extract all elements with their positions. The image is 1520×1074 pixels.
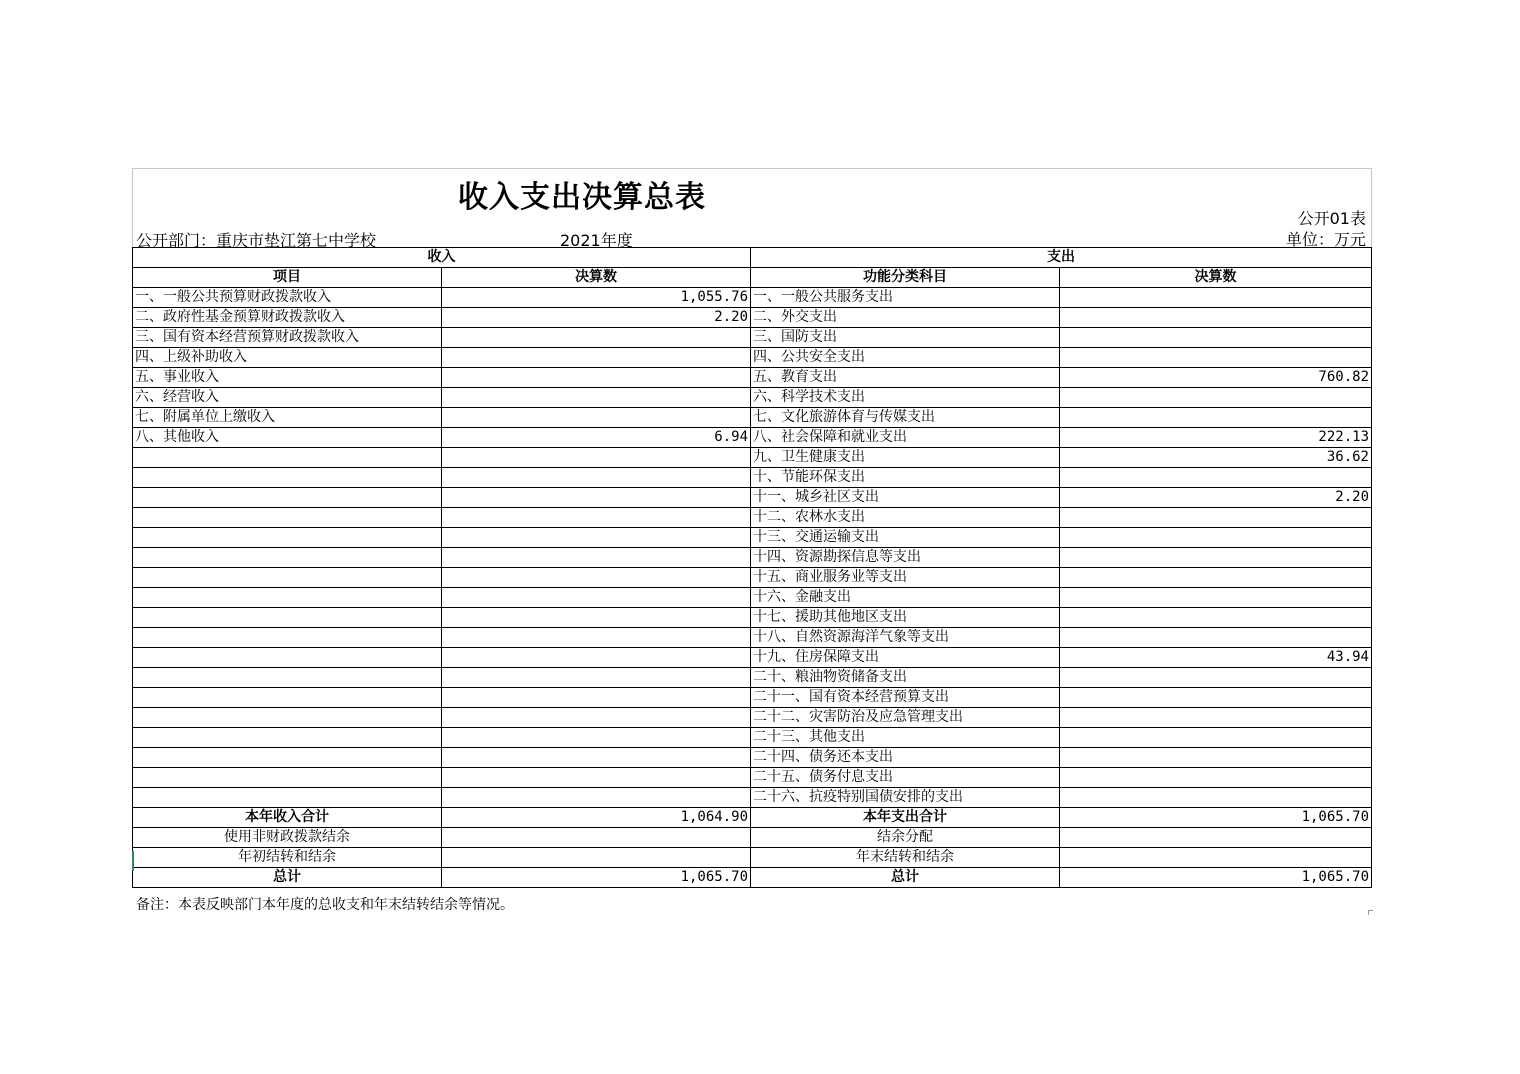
- form-number: 公开01表: [1297, 209, 1366, 228]
- expense-item-cell: 十、节能环保支出: [751, 468, 1060, 488]
- expense-amount-cell: [1060, 388, 1372, 408]
- income-item-cell: 五、事业收入: [133, 368, 442, 388]
- expense-item-cell: 二十、粮油物资储备支出: [751, 668, 1060, 688]
- frame-top-border: [132, 168, 1372, 169]
- col-header-amount-2: 决算数: [1060, 268, 1372, 288]
- expense-amount-cell: 36.62: [1060, 448, 1372, 468]
- expense-item-cell: 五、教育支出: [751, 368, 1060, 388]
- income-amount-cell: [442, 628, 751, 648]
- income-amount-cell: [442, 448, 751, 468]
- expense-amount-cell: [1060, 608, 1372, 628]
- table-row: [133, 688, 1372, 708]
- income-amount-cell: [442, 328, 751, 348]
- column-header-row: [133, 268, 1372, 288]
- expense-item-cell: 二十一、国有资本经营预算支出: [751, 688, 1060, 708]
- table-row: [133, 488, 1372, 508]
- expense-amount-cell: [1060, 408, 1372, 428]
- income-item-cell: [133, 528, 442, 548]
- expense-item-cell: 十三、交通运输支出: [751, 528, 1060, 548]
- income-item-cell: [133, 548, 442, 568]
- income-item-cell: [133, 488, 442, 508]
- expense-amount-cell: [1060, 328, 1372, 348]
- income-item-cell: [133, 728, 442, 748]
- col-header-function: 功能分类科目: [751, 268, 1060, 288]
- income-amount-cell: [442, 348, 751, 368]
- income-item-cell: 四、上级补助收入: [133, 348, 442, 368]
- income-item-cell: [133, 688, 442, 708]
- expense-item-cell: 二十五、债务付息支出: [751, 768, 1060, 788]
- expense-amount-cell: [1060, 468, 1372, 488]
- income-group-header: 收入: [133, 248, 751, 268]
- income-amount-cell: [442, 488, 751, 508]
- expense-item-cell: 十五、商业服务业等支出: [751, 568, 1060, 588]
- income-amount-cell: [442, 648, 751, 668]
- end-carry-value: [1060, 848, 1372, 868]
- income-item-cell: [133, 588, 442, 608]
- income-item-cell: [133, 468, 442, 488]
- expense-item-cell: 六、科学技术支出: [751, 388, 1060, 408]
- income-item-cell: [133, 748, 442, 768]
- table-row: [133, 708, 1372, 728]
- income-amount-cell: [442, 668, 751, 688]
- expense-item-cell: 十四、资源勘探信息等支出: [751, 548, 1060, 568]
- table-row: [133, 288, 1372, 308]
- table-row: [133, 348, 1372, 368]
- table-row: [133, 308, 1372, 328]
- expense-item-cell: 一、一般公共服务支出: [751, 288, 1060, 308]
- table-row: [133, 508, 1372, 528]
- frame-left-border: [132, 168, 133, 256]
- expense-amount-cell: [1060, 708, 1372, 728]
- income-item-cell: [133, 608, 442, 628]
- grand-expense-value: 1,065.70: [1060, 868, 1372, 888]
- table-row: [133, 568, 1372, 588]
- income-item-cell: [133, 708, 442, 728]
- table-row: [133, 588, 1372, 608]
- income-amount-cell: [442, 508, 751, 528]
- col-header-item: 项目: [133, 268, 442, 288]
- income-item-cell: [133, 788, 442, 808]
- expense-item-cell: 二十三、其他支出: [751, 728, 1060, 748]
- expense-amount-cell: [1060, 528, 1372, 548]
- page-title: 收入支出决算总表: [458, 180, 706, 215]
- table-row: [133, 548, 1372, 568]
- table-row: [133, 448, 1372, 468]
- income-item-cell: [133, 768, 442, 788]
- income-amount-cell: [442, 468, 751, 488]
- income-item-cell: [133, 508, 442, 528]
- group-header-row: [133, 248, 1372, 268]
- unit-label: 单位：万元: [1285, 230, 1366, 249]
- non-fiscal-row: [133, 828, 1372, 848]
- table-row: [133, 528, 1372, 548]
- income-item-cell: 三、国有资本经营预算财政拨款收入: [133, 328, 442, 348]
- year-label: 2021年度: [560, 231, 633, 250]
- spreadsheet: [132, 168, 1372, 918]
- income-amount-cell: 1,055.76: [442, 288, 751, 308]
- surplus-dist-label: 结余分配: [751, 828, 1060, 848]
- grand-expense-label: 总计: [751, 868, 1060, 888]
- income-item-cell: [133, 448, 442, 468]
- table-row: [133, 428, 1372, 448]
- footnote: 备注：本表反映部门本年度的总收支和年末结转结余等情况。: [136, 897, 514, 913]
- expense-total-value: 1,065.70: [1060, 808, 1372, 828]
- income-item-cell: 八、其他收入: [133, 428, 442, 448]
- expense-amount-cell: [1060, 728, 1372, 748]
- expense-item-cell: 三、国防支出: [751, 328, 1060, 348]
- table-row: [133, 768, 1372, 788]
- income-amount-cell: [442, 388, 751, 408]
- income-amount-cell: [442, 588, 751, 608]
- income-item-cell: 二、政府性基金预算财政拨款收入: [133, 308, 442, 328]
- expense-item-cell: 八、社会保障和就业支出: [751, 428, 1060, 448]
- expense-amount-cell: 2.20: [1060, 488, 1372, 508]
- income-item-cell: 七、附属单位上缴收入: [133, 408, 442, 428]
- table-row: [133, 388, 1372, 408]
- expense-amount-cell: 222.13: [1060, 428, 1372, 448]
- income-item-cell: [133, 568, 442, 588]
- income-amount-cell: [442, 788, 751, 808]
- income-amount-cell: [442, 768, 751, 788]
- income-amount-cell: [442, 368, 751, 388]
- income-total-value: 1,064.90: [442, 808, 751, 828]
- expense-item-cell: 十九、住房保障支出: [751, 648, 1060, 668]
- income-item-cell: [133, 648, 442, 668]
- carry-row: [133, 848, 1372, 868]
- table-row: [133, 788, 1372, 808]
- table-row: [133, 328, 1372, 348]
- table-row: [133, 728, 1372, 748]
- table-row: [133, 408, 1372, 428]
- income-item-cell: 一、一般公共预算财政拨款收入: [133, 288, 442, 308]
- income-amount-cell: [442, 548, 751, 568]
- expense-item-cell: 九、卫生健康支出: [751, 448, 1060, 468]
- expense-item-cell: 四、公共安全支出: [751, 348, 1060, 368]
- expense-total-label: 本年支出合计: [751, 808, 1060, 828]
- non-fiscal-value: [442, 828, 751, 848]
- totals-body: [133, 808, 1372, 888]
- expense-item-cell: 七、文化旅游体育与传媒支出: [751, 408, 1060, 428]
- income-amount-cell: [442, 528, 751, 548]
- income-item-cell: 六、经营收入: [133, 388, 442, 408]
- table-row: [133, 648, 1372, 668]
- frame-right-border: [1371, 168, 1372, 256]
- expense-item-cell: 十二、农林水支出: [751, 508, 1060, 528]
- expense-item-cell: 二十四、债务还本支出: [751, 748, 1060, 768]
- begin-carry-value: [442, 848, 751, 868]
- income-amount-cell: 2.20: [442, 308, 751, 328]
- income-item-cell: [133, 628, 442, 648]
- department-label: 公开部门：重庆市垫江第七中学校: [136, 231, 377, 250]
- table-row: [133, 668, 1372, 688]
- table-row: [133, 368, 1372, 388]
- table-row: [133, 628, 1372, 648]
- expense-item-cell: 二十二、灾害防治及应急管理支出: [751, 708, 1060, 728]
- income-amount-cell: [442, 408, 751, 428]
- expense-amount-cell: [1060, 748, 1372, 768]
- non-fiscal-label: 使用非财政拨款结余: [133, 828, 442, 848]
- expense-item-cell: 二十六、抗疫特别国债安排的支出: [751, 788, 1060, 808]
- grand-total-row: [133, 868, 1372, 888]
- income-total-label: 本年收入合计: [133, 808, 442, 828]
- expense-amount-cell: [1060, 348, 1372, 368]
- expense-amount-cell: [1060, 568, 1372, 588]
- expense-amount-cell: 760.82: [1060, 368, 1372, 388]
- expense-amount-cell: [1060, 588, 1372, 608]
- table-row: [133, 748, 1372, 768]
- expense-amount-cell: [1060, 308, 1372, 328]
- income-amount-cell: [442, 688, 751, 708]
- expense-amount-cell: [1060, 668, 1372, 688]
- expense-item-cell: 二、外交支出: [751, 308, 1060, 328]
- expense-group-header: 支出: [751, 248, 1372, 268]
- expense-amount-cell: [1060, 628, 1372, 648]
- table-body: [133, 248, 1372, 808]
- income-amount-cell: 6.94: [442, 428, 751, 448]
- page-corner-mark: [1368, 910, 1373, 915]
- expense-item-cell: 十一、城乡社区支出: [751, 488, 1060, 508]
- income-item-cell: [133, 668, 442, 688]
- col-header-amount: 决算数: [442, 268, 751, 288]
- expense-amount-cell: [1060, 508, 1372, 528]
- budget-table: [132, 247, 1372, 888]
- surplus-dist-value: [1060, 828, 1372, 848]
- expense-amount-cell: [1060, 768, 1372, 788]
- income-amount-cell: [442, 708, 751, 728]
- end-carry-label: 年末结转和结余: [751, 848, 1060, 868]
- year-total-row: [133, 808, 1372, 828]
- income-amount-cell: [442, 748, 751, 768]
- cell-selection-marker: [132, 851, 134, 871]
- income-amount-cell: [442, 728, 751, 748]
- expense-amount-cell: [1060, 688, 1372, 708]
- expense-item-cell: 十八、自然资源海洋气象等支出: [751, 628, 1060, 648]
- expense-amount-cell: 43.94: [1060, 648, 1372, 668]
- grand-income-label: 总计: [133, 868, 442, 888]
- table-row: [133, 608, 1372, 628]
- table-row: [133, 468, 1372, 488]
- expense-amount-cell: [1060, 548, 1372, 568]
- expense-amount-cell: [1060, 788, 1372, 808]
- expense-item-cell: 十六、金融支出: [751, 588, 1060, 608]
- expense-amount-cell: [1060, 288, 1372, 308]
- begin-carry-label: 年初结转和结余: [133, 848, 442, 868]
- income-amount-cell: [442, 608, 751, 628]
- expense-item-cell: 十七、援助其他地区支出: [751, 608, 1060, 628]
- income-amount-cell: [442, 568, 751, 588]
- grand-income-value: 1,065.70: [442, 868, 751, 888]
